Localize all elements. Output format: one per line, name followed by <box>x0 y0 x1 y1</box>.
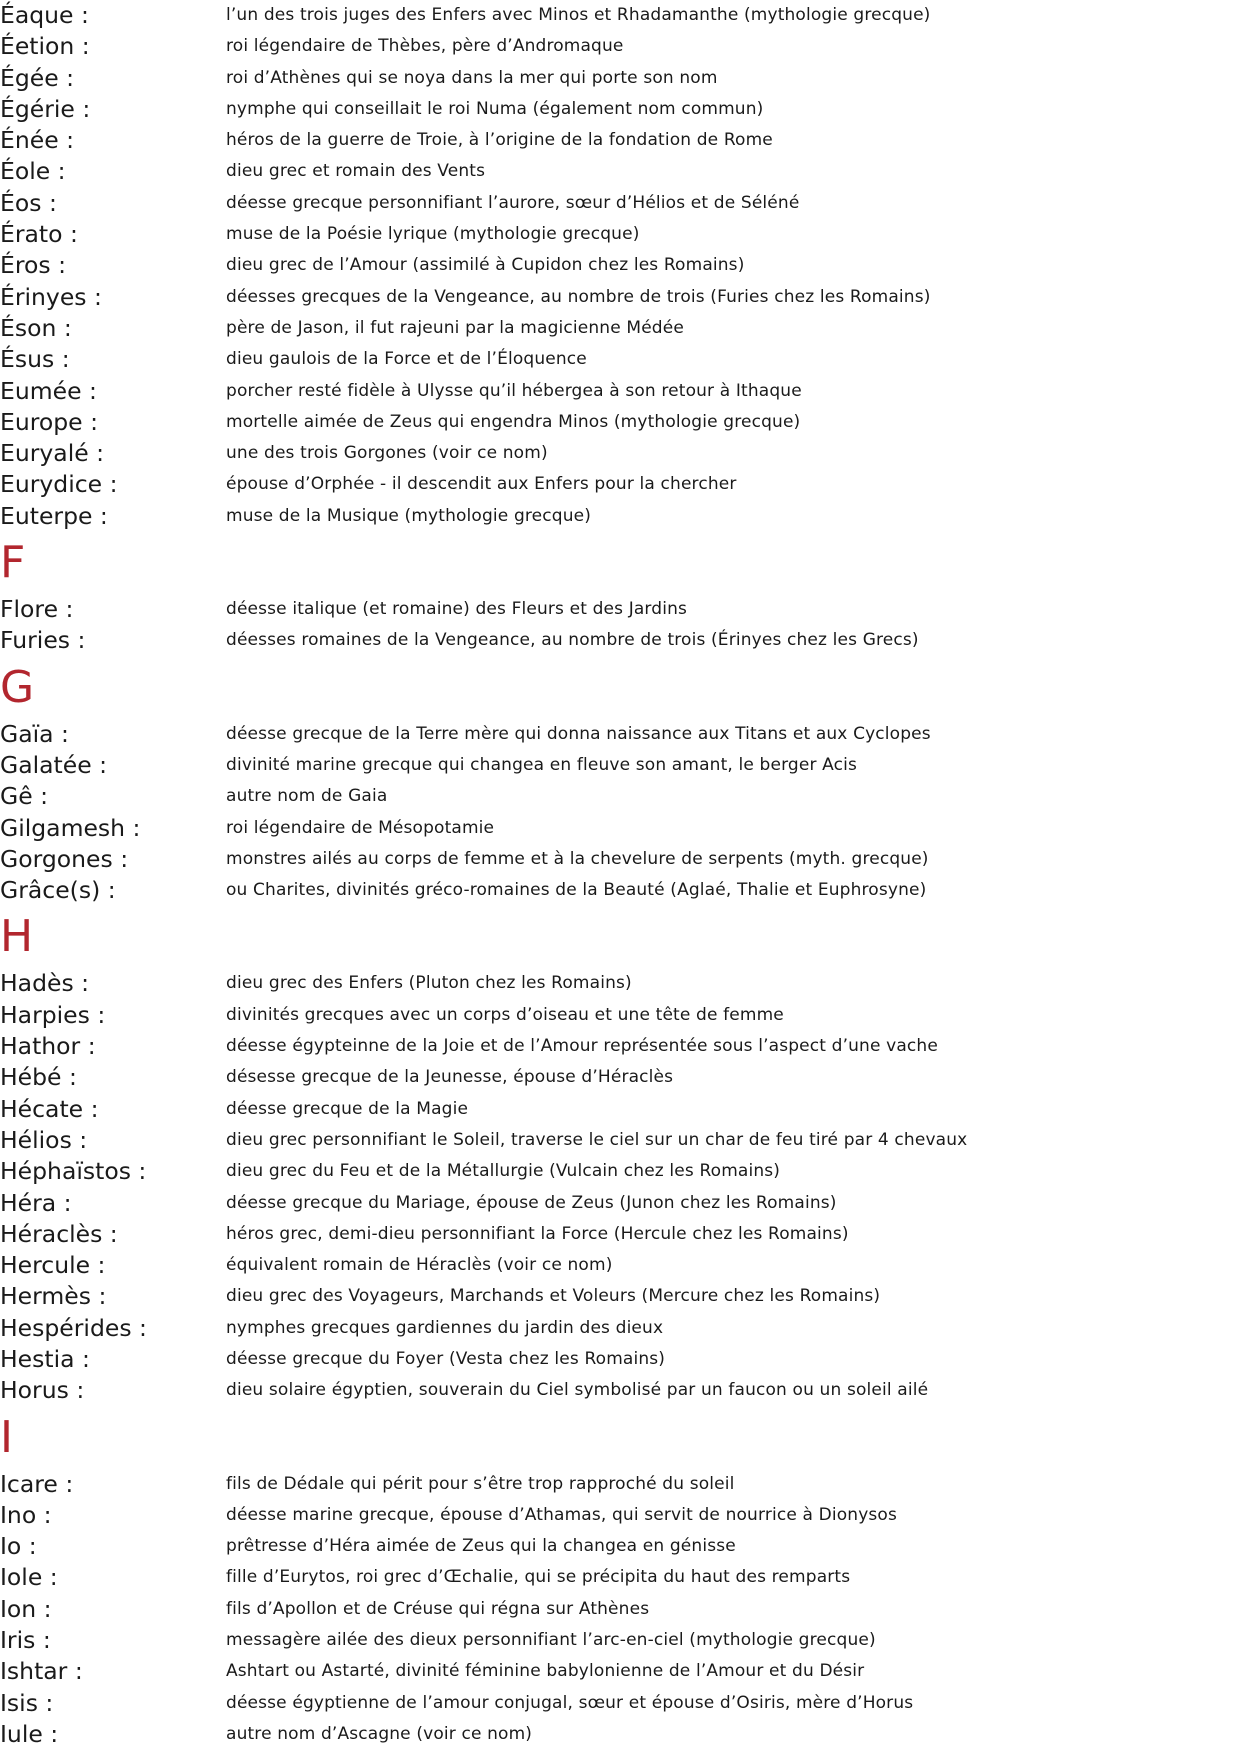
entry-term: Gilgamesh : <box>0 813 141 842</box>
glossary-entry <box>0 125 1241 156</box>
glossary-entry <box>0 1156 1241 1187</box>
glossary-entry <box>0 1062 1241 1093</box>
entry-definition: prêtresse d’Héra aimée de Zeus qui la changea en génisse <box>226 1536 736 1557</box>
entry-definition: messagère ailée des dieux personnifiant l’arc-en-ciel (mythologie grecque) <box>226 1630 876 1651</box>
glossary-entry <box>0 469 1241 500</box>
glossary-entry <box>0 188 1241 219</box>
glossary-entry <box>0 719 1241 750</box>
section-letter-heading: I <box>0 1411 13 1463</box>
entry-definition: déesses romaines de la Vengeance, au nombre de trois (Érinyes chez les Grecs) <box>226 630 919 651</box>
entry-definition: déesse grecque de la Terre mère qui donna naissance aux Titans et aux Cyclopes <box>226 723 931 744</box>
entry-term: Europe : <box>0 407 99 436</box>
entry-definition: une des trois Gorgones (voir ce nom) <box>226 443 548 464</box>
glossary-entry <box>0 1375 1241 1406</box>
glossary-entry <box>0 625 1241 656</box>
entry-term: Harpies : <box>0 1000 106 1029</box>
entry-definition: mortelle aimée de Zeus qui engendra Minos (mythologie grecque) <box>226 411 801 432</box>
entry-term: Ion : <box>0 1594 52 1623</box>
entry-definition: roi légendaire de Thèbes, père d’Andromaque <box>226 36 624 57</box>
entry-definition: épouse d’Orphée - il descendit aux Enfers pour la chercher <box>226 474 737 495</box>
glossary-entry <box>0 875 1241 906</box>
entry-term: Éaque : <box>0 1 89 29</box>
entry-term: Héra : <box>0 1188 72 1217</box>
entry-definition: désesse grecque de la Jeunesse, épouse d’Héraclès <box>226 1067 674 1088</box>
glossary-entry <box>0 219 1241 250</box>
entry-term: Eumée : <box>0 376 97 405</box>
entry-term: Galatée : <box>0 750 108 779</box>
glossary-entry <box>0 1188 1241 1219</box>
entry-term: Égérie : <box>0 94 91 123</box>
glossary-entry <box>0 844 1241 875</box>
glossary-entry <box>0 344 1241 375</box>
glossary-entry <box>0 968 1241 999</box>
entry-definition: muse de la Musique (mythologie grecque) <box>226 505 592 526</box>
entry-term: Io : <box>0 1532 37 1561</box>
glossary-entry <box>0 1000 1241 1031</box>
entry-term: Gaïa : <box>0 719 69 748</box>
entry-definition: muse de la Poésie lyrique (mythologie grecque) <box>226 224 640 245</box>
entry-definition: déesses grecques de la Vengeance, au nombre de trois (Furies chez les Romains) <box>226 286 931 307</box>
entry-term: Flore : <box>0 595 74 624</box>
glossary-entry <box>0 282 1241 313</box>
glossary-entry <box>0 1125 1241 1156</box>
entry-term: Éos : <box>0 188 57 217</box>
glossary-entry <box>0 1219 1241 1250</box>
glossary-entry <box>0 1688 1241 1719</box>
entry-term: Hespérides : <box>0 1313 147 1342</box>
entry-term: Hermès : <box>0 1282 107 1311</box>
entry-term: Hécate : <box>0 1094 99 1123</box>
entry-term: Hercule : <box>0 1251 106 1280</box>
entry-definition: porcher resté fidèle à Ulysse qu’il hébergea à son retour à Ithaque <box>226 380 802 401</box>
glossary-entry <box>0 1500 1241 1531</box>
entry-term: Énée : <box>0 126 75 155</box>
glossary-entry <box>0 250 1241 281</box>
section-letter-heading: G <box>0 661 35 713</box>
glossary-entry <box>0 407 1241 438</box>
glossary-entry <box>0 1313 1241 1344</box>
entry-term: Hestia : <box>0 1344 90 1373</box>
entry-definition: déesse égypteinne de la Joie et de l’Amour représentée sous l’aspect d’une vache <box>226 1036 938 1057</box>
entry-definition: fils de Dédale qui périt pour s’être trop rapproché du soleil <box>226 1473 735 1494</box>
entry-definition: déesse grecque personnifiant l’aurore, sœur d’Hélios et de Séléné <box>226 192 800 213</box>
entry-definition: divinité marine grecque qui changea en fleuve son amant, le berger Acis <box>226 754 858 775</box>
entry-definition: roi d’Athènes qui se noya dans la mer qui porte son nom <box>226 67 718 88</box>
glossary-entry <box>0 501 1241 532</box>
entry-term: Icare : <box>0 1469 74 1498</box>
glossary-entry <box>0 594 1241 625</box>
entry-definition: dieu grec de l’Amour (assimilé à Cupidon chez les Romains) <box>226 255 745 276</box>
entry-definition: déesse grecque de la Magie <box>226 1098 469 1119</box>
glossary-entry <box>0 1094 1241 1125</box>
entry-definition: déesse grecque du Foyer (Vesta chez les Romains) <box>226 1348 666 1369</box>
entry-term: Héphaïstos : <box>0 1157 147 1186</box>
glossary-entry <box>0 1469 1241 1500</box>
glossary-entry <box>0 31 1241 62</box>
glossary-entry <box>0 63 1241 94</box>
entry-term: Iole : <box>0 1563 58 1592</box>
glossary-entry <box>0 156 1241 187</box>
entry-term: Ésus : <box>0 345 70 374</box>
entry-definition: nymphe qui conseillait le roi Numa (également nom commun) <box>226 98 764 119</box>
entry-term: Éson : <box>0 313 72 342</box>
glossary-entry <box>0 1344 1241 1375</box>
entry-definition: déesse italique (et romaine) des Fleurs et des Jardins <box>226 599 688 620</box>
entry-term: Euryalé : <box>0 439 105 468</box>
glossary-entry <box>0 1031 1241 1062</box>
entry-term: Iule : <box>0 1719 59 1748</box>
entry-definition: déesse grecque du Mariage, épouse de Zeus (Junon chez les Romains) <box>226 1192 837 1213</box>
entry-definition: héros de la guerre de Troie, à l’origine de la fondation de Rome <box>226 130 773 151</box>
entry-definition: nymphes grecques gardiennes du jardin des dieux <box>226 1317 664 1338</box>
glossary-entry <box>0 1531 1241 1562</box>
glossary-entry <box>0 313 1241 344</box>
entry-term: Érato : <box>0 220 78 249</box>
entry-definition: déesse marine grecque, épouse d’Athamas, qui servit de nourrice à Dionysos <box>226 1504 897 1525</box>
entry-definition: équivalent romain de Héraclès (voir ce nom) <box>226 1255 613 1276</box>
glossary-entry <box>0 0 1241 31</box>
entry-term: Éros : <box>0 251 67 280</box>
entry-definition: père de Jason, il fut rajeuni par la magicienne Médée <box>226 317 684 338</box>
section-letter-heading: F <box>0 537 26 589</box>
glossary-entry <box>0 750 1241 781</box>
glossary-entry <box>0 781 1241 812</box>
entry-definition: monstres ailés au corps de femme et à la chevelure de serpents (myth. grecque) <box>226 848 929 869</box>
entry-term: Ishtar : <box>0 1657 83 1686</box>
entry-term: Euterpe : <box>0 501 108 530</box>
entry-term: Eurydice : <box>0 470 118 499</box>
glossary-entry <box>0 1250 1241 1281</box>
glossary-entry <box>0 376 1241 407</box>
entry-definition: l’un des trois juges des Enfers avec Minos et Rhadamanthe (mythologie grecque) <box>226 5 931 25</box>
entry-term: Hébé : <box>0 1063 77 1092</box>
entry-term: Iris : <box>0 1626 51 1655</box>
entry-term: Égée : <box>0 63 75 92</box>
glossary-entry <box>0 1562 1241 1593</box>
glossary-entry <box>0 438 1241 469</box>
entry-term: Ino : <box>0 1500 52 1529</box>
entry-definition: dieu grec des Enfers (Pluton chez les Romains) <box>226 973 632 994</box>
section-letter-heading: H <box>0 911 34 963</box>
entry-term: Hélios : <box>0 1125 88 1154</box>
entry-definition: roi légendaire de Mésopotamie <box>226 817 495 838</box>
glossary-entry <box>0 94 1241 125</box>
entry-definition: déesse égyptienne de l’amour conjugal, sœur et épouse d’Osiris, mère d’Horus <box>226 1692 914 1713</box>
entry-definition: dieu grec personnifiant le Soleil, traverse le ciel sur un char de feu tiré par 4 chevaux <box>226 1129 968 1150</box>
entry-definition: dieu solaire égyptien, souverain du Ciel symbolisé par un faucon ou un soleil ailé <box>226 1380 929 1401</box>
glossary-entry <box>0 1281 1241 1312</box>
entry-term: Érinyes : <box>0 282 102 311</box>
glossary-entry <box>0 1719 1241 1750</box>
entry-definition: divinités grecques avec un corps d’oiseau et une tête de femme <box>226 1004 784 1025</box>
entry-definition: fils d’Apollon et de Créuse qui régna sur Athènes <box>226 1598 650 1619</box>
entry-term: Héraclès : <box>0 1219 118 1248</box>
entry-term: Isis : <box>0 1688 54 1717</box>
glossary-entry <box>0 1625 1241 1656</box>
entry-definition: dieu grec du Feu et de la Métallurgie (Vulcain chez les Romains) <box>226 1161 781 1182</box>
entry-definition: dieu gaulois de la Force et de l’Éloquence <box>226 349 587 370</box>
entry-definition: dieu grec et romain des Vents <box>226 161 486 182</box>
entry-definition: héros grec, demi-dieu personnifiant la Force (Hercule chez les Romains) <box>226 1223 849 1244</box>
entry-definition: dieu grec des Voyageurs, Marchands et Voleurs (Mercure chez les Romains) <box>226 1286 881 1307</box>
entry-term: Éetion : <box>0 32 90 61</box>
entry-term: Grâce(s) : <box>0 876 116 905</box>
entry-term: Hathor : <box>0 1032 96 1061</box>
entry-term: Gê : <box>0 782 49 811</box>
entry-definition: autre nom d’Ascagne (voir ce nom) <box>226 1723 533 1744</box>
entry-term: Éole : <box>0 157 66 186</box>
entry-term: Furies : <box>0 626 86 655</box>
glossary-entry <box>0 813 1241 844</box>
entry-term: Horus : <box>0 1376 85 1405</box>
glossary-entry <box>0 1656 1241 1687</box>
entry-term: Gorgones : <box>0 844 129 873</box>
glossary-entry <box>0 1594 1241 1625</box>
entry-definition: autre nom de Gaia <box>226 786 388 807</box>
entry-definition: fille d’Eurytos, roi grec d’Œchalie, qui se précipita du haut des remparts <box>226 1567 851 1588</box>
entry-definition: ou Charites, divinités gréco-romaines de la Beauté (Aglaé, Thalie et Euphrosyne) <box>226 880 927 901</box>
entry-term: Hadès : <box>0 969 90 998</box>
entry-definition: Ashtart ou Astarté, divinité féminine babylonienne de l’Amour et du Désir <box>226 1661 865 1682</box>
